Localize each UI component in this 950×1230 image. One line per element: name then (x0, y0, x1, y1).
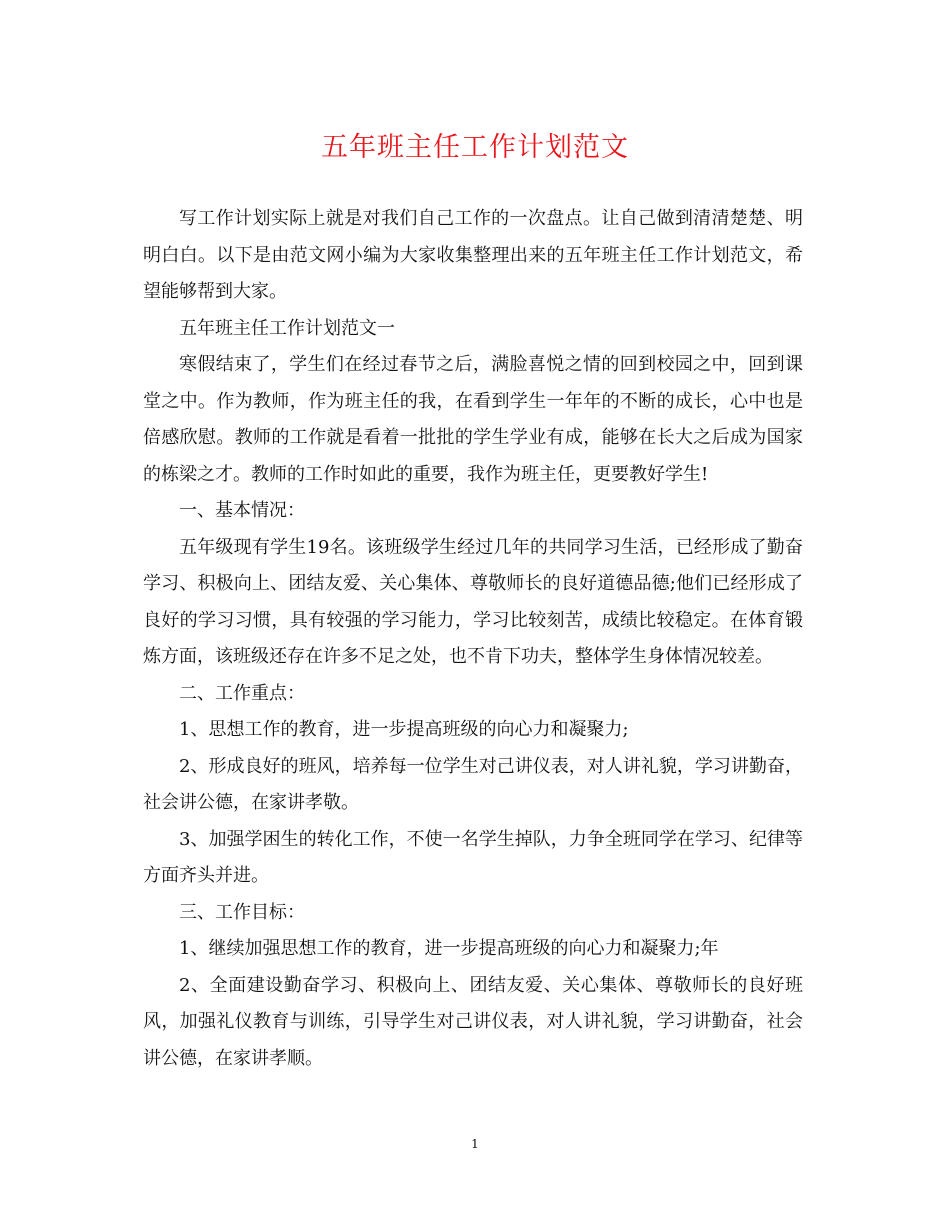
section-heading: 二、工作重点： (179, 682, 305, 704)
list-item: 2、全面建设勤奋学习、积极向上、团结友爱、关心集体、尊敬师长的良好班风，加强礼仪教育与训练，引导学生对己讲仪表，对人讲礼貌，学习讲勤奋，社会讲公德，在家讲孝顺。 (143, 974, 803, 1069)
list-item: 1、思想工作的教育，进一步提高班级的向心力和凝聚力; (179, 719, 629, 740)
document-body (143, 201, 803, 1077)
list-item: 1、继续加强思想工作的教育，进一步提高班级的向心力和凝聚力;年 (179, 938, 719, 959)
document-title: 五年班主任工作计划范文 (321, 132, 629, 163)
page-number: 1 (471, 1137, 479, 1151)
paragraph-subtitle: 五年班主任工作计划范文一 (179, 317, 395, 339)
list-item: 2、形成良好的班风，培养每一位学生对己讲仪表，对人讲礼貌，学习讲勤奋，社会讲公德，在家讲孝敬。 (143, 755, 803, 813)
section-heading: 一、基本情况： (179, 500, 305, 521)
paragraph: 五年级现有学生19名。该班级学生经过几年的共同学习生活，已经形成了勤奋学习、积极向上、团结友爱、关心集体、尊敬师长的良好道德品德;他们已经形成了良好的学习习惯，具有较强的学习能力，学习比较刻苦，成绩比较稳定。在体育锻炼方面，该班级还存在许多不足之处，也不肯下功夫，整体学生身体情况较差。 (143, 536, 803, 667)
section-heading: 三、工作目标： (179, 901, 305, 923)
paragraph-intro: 写工作计划实际上就是对我们自己工作的一次盘点。让自己做到清清楚楚、明明白白。以下是由范文网小编为大家收集整理出来的五年班主任工作计划范文，希望能够帮到大家。 (143, 208, 803, 302)
list-item: 3、加强学困生的转化工作，不使一名学生掉队，力争全班同学在学习、纪律等方面齐头并进。 (143, 828, 803, 886)
paragraph: 寒假结束了，学生们在经过春节之后，满脸喜悦之情的回到校园之中，回到课堂之中。作为教师，作为班主任的我，在看到学生一年年的不断的成长，心中也是倍感欣慰。教师的工作就是看着一批批的学生学业有成，能够在长大之后成为国家的栋梁之才。教师的工作时如此的重要，我作为班主任，更要教好学生! (143, 354, 803, 485)
